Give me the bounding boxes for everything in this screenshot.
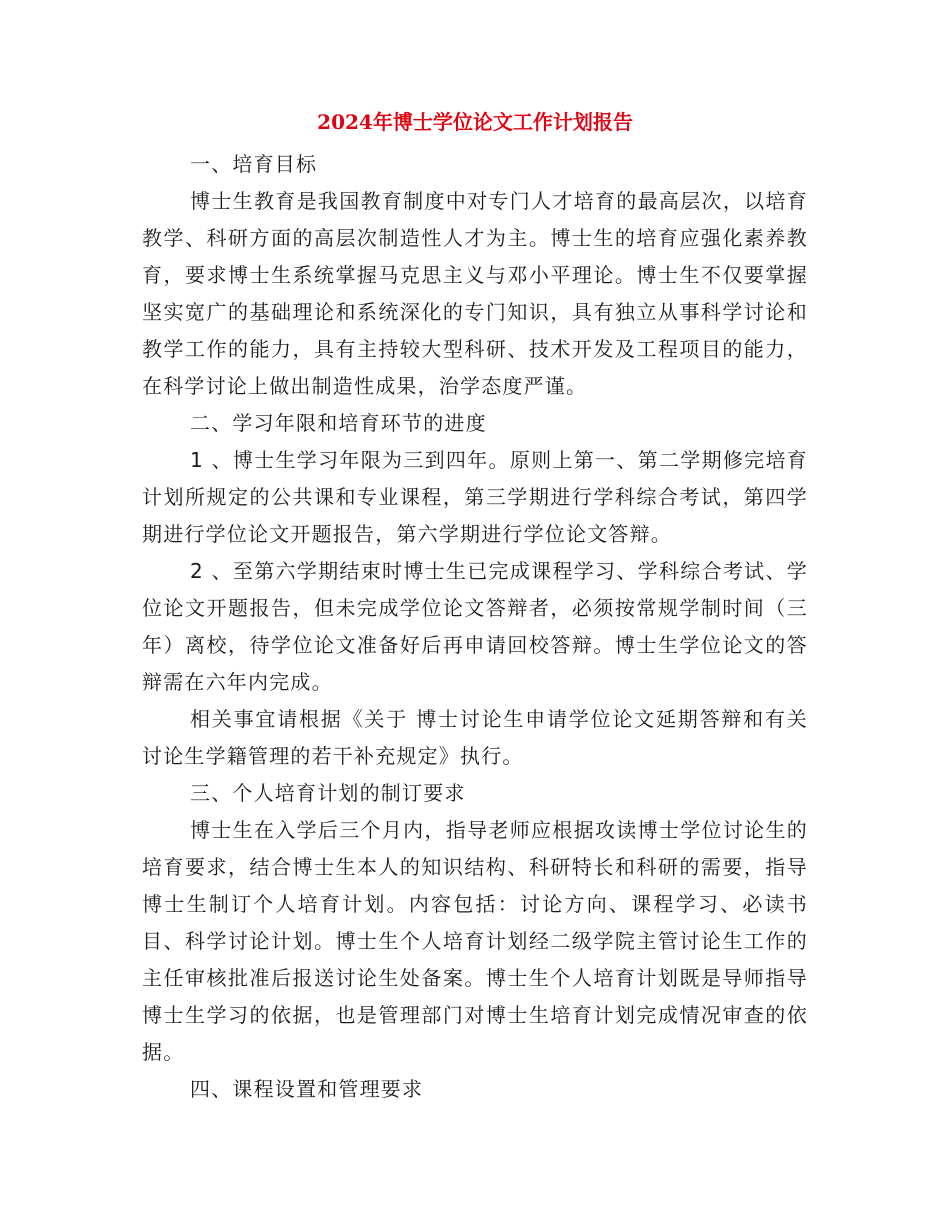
section-heading-3: 三、个人培育计划的制订要求 (190, 781, 466, 805)
paragraph-training-goals: 博士生教育是我国教育制度中对专门人才培育的最高层次，以培育教学、科研方面的高层次制造性人才为主。博士生的培育应强化素养教育，要求博士生系统掌握马克思主义与邓小平理论。博士生不仅要掌握坚实宽广的基础理论和系统深化的专门知识，具有独立从事科学讨论和教学工作的能力，具有主持较大型科研、技术开发及工程项目的能力，在科学讨论上做出制造性成果，治学态度严谨。 (142, 189, 808, 398)
section-heading-1: 一、培育目标 (190, 152, 318, 176)
document-page (142, 108, 808, 1108)
document-title: 2024年博士学位论文工作计划报告 (317, 110, 633, 134)
paragraph-personal-plan: 博士生在入学后三个月内，指导老师应根据攻读博士学位讨论生的培育要求，结合博士生本人的知识结构、科研特长和科研的需要，指导博士生制订个人培育计划。内容包括：讨论方向、课程学习、必读书目、科学讨论计划。博士生个人培育计划经二级学院主管讨论生工作的主任审核批准后报送讨论生处备案。博士生个人培育计划既是导师指导 博士生学习的依据，也是管理部门对博士生培育计划完成情况审查的依据。 (142, 818, 808, 1064)
section-heading-4: 四、课程设置和管理要求 (190, 1077, 424, 1101)
paragraph-defense-deadline: 2 、至第六学期结束时博士生已完成课程学习、学科综合考试、学位论文开题报告，但未完成学位论文答辩者，必须按常规学制时间（三年）离校，待学位论文准备好后再申请回校答辩。博士生学位论文的答辩需在六年内完成。 (142, 559, 808, 694)
section-heading-2: 二、学习年限和培育环节的进度 (190, 411, 487, 435)
paragraph-related-rules: 相关事宜请根据《关于 博士讨论生申请学位论文延期答辩和有关讨论生学籍管理的若干补充规定》执行。 (142, 707, 808, 768)
paragraph-study-years: 1 、博士生学习年限为三到四年。原则上第一、第二学期修完培育计划所规定的公共课和专业课程，第三学期进行学科综合考试，第四学期进行学位论文开题报告，第六学期进行学位论文答辩。 (142, 448, 808, 546)
